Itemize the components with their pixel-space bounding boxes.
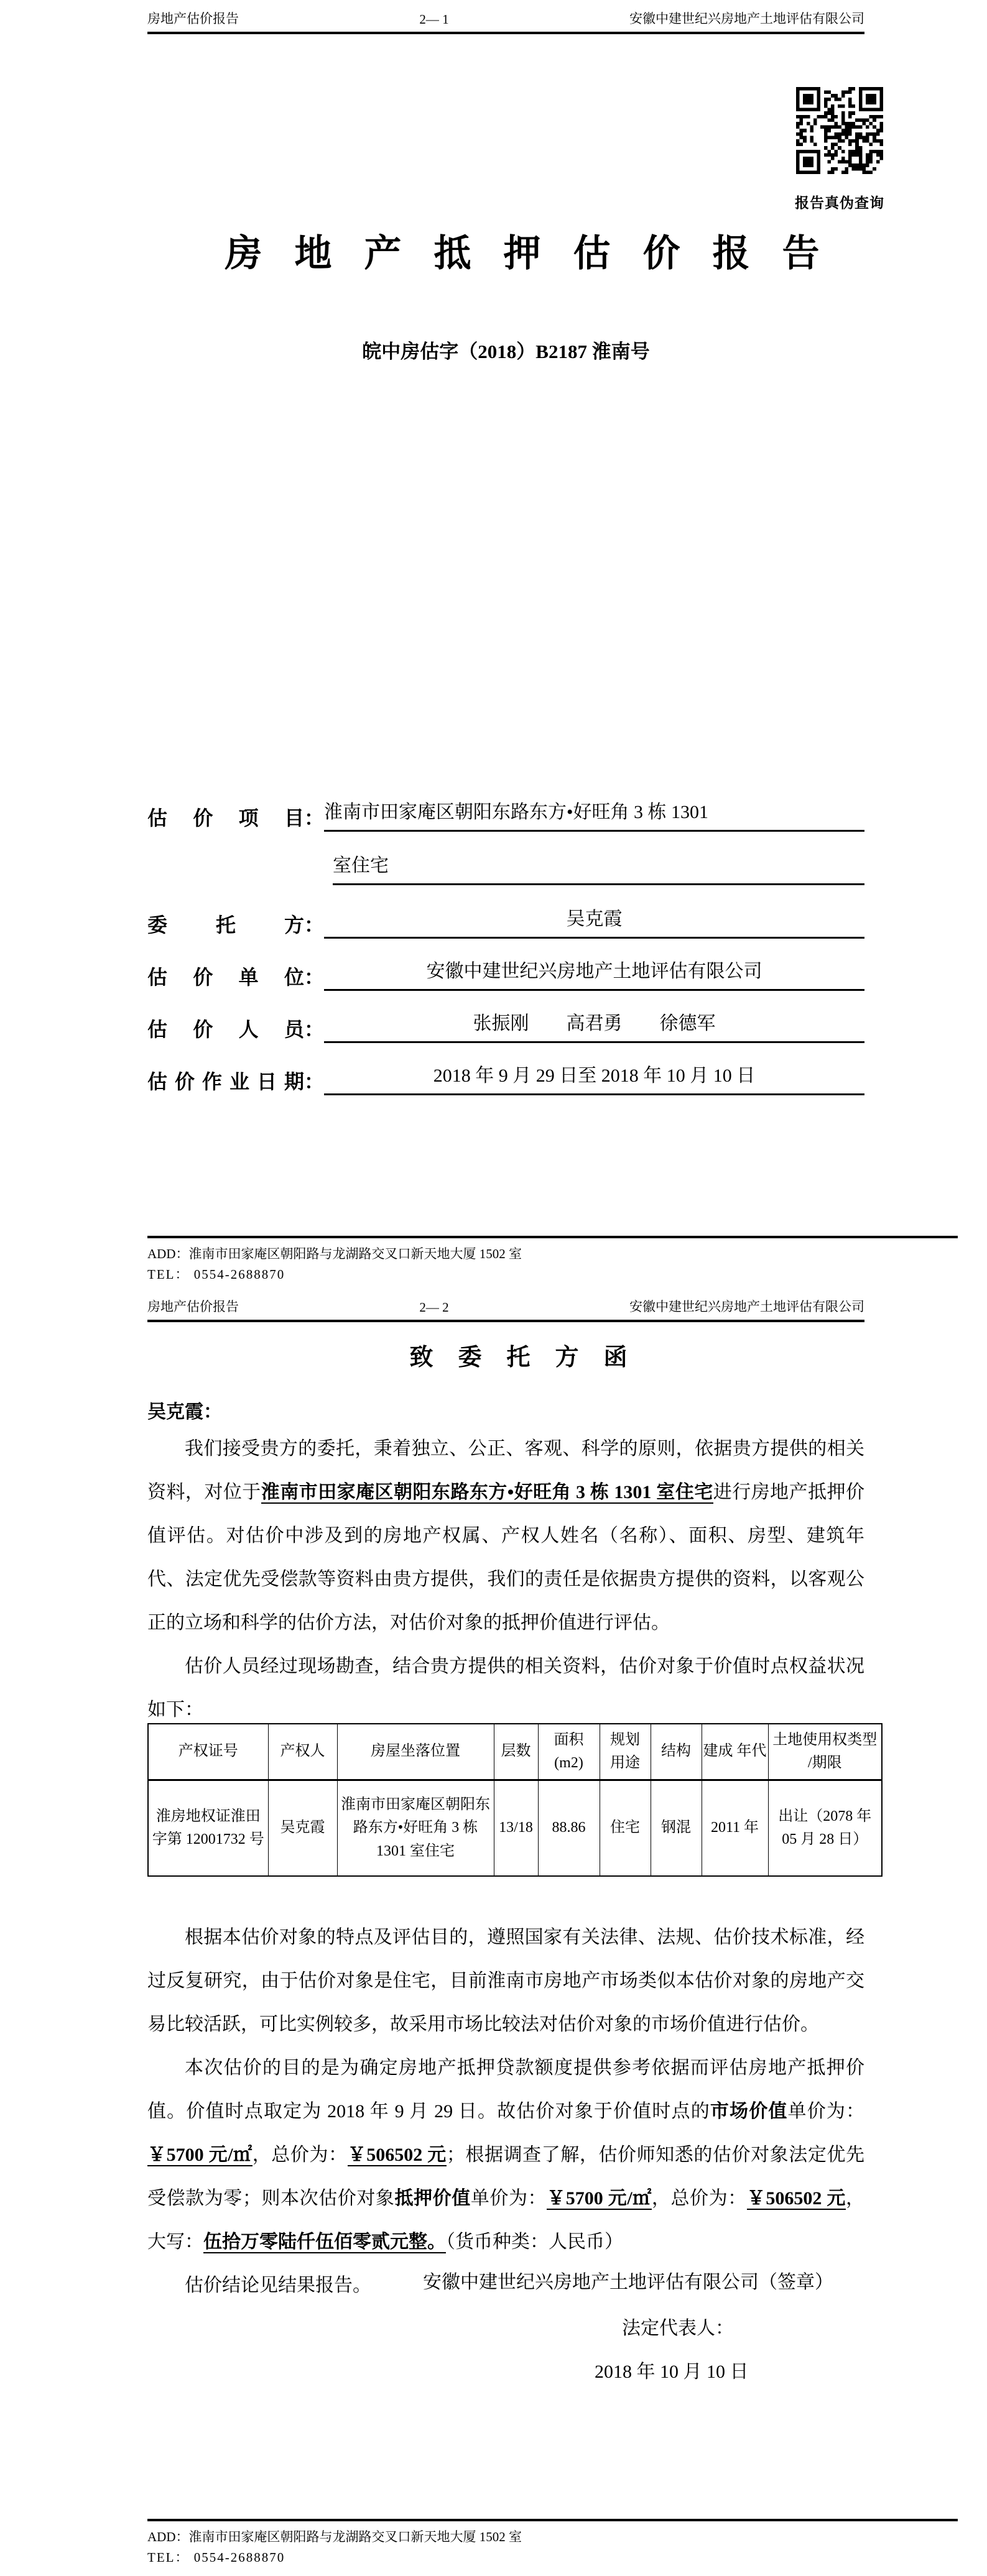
page2-header-doc-type: 房地产估价报告	[147, 1299, 239, 1314]
page1-footer	[147, 1236, 958, 1285]
footer-address: ADD：淮南市田家庵区朝阳路与龙湖路交叉口新天地大厦 1502 室	[147, 2529, 522, 2544]
page1-header-doc-type: 房地产估价报告	[147, 11, 239, 26]
report-title: 房地产抵押估价报告	[225, 233, 852, 274]
field-agency-label: 估价单位	[147, 965, 304, 988]
field-appraisers	[147, 1011, 864, 1043]
footer-address: ADD：淮南市田家庵区朝阳路与龙湖路交叉口新天地大厦 1502 室	[147, 1246, 522, 1261]
field-client-value: 吴克霞	[324, 906, 864, 939]
col-header-year: 建成 年代	[702, 1724, 768, 1780]
signature-company: 安徽中建世纪兴房地产土地评估有限公司（签章）	[423, 2272, 833, 2293]
col-header-cert-no: 产权证号	[148, 1724, 268, 1780]
page2-header-company: 安徽中建世纪兴房地产土地评估有限公司	[629, 1299, 864, 1314]
field-appraisers-value: 张振刚 高君勇 徐德军	[324, 1011, 864, 1043]
qr-code	[796, 87, 883, 174]
field-client-colon: ：	[304, 913, 325, 936]
page1-header-page-number: 2— 1	[419, 12, 449, 27]
field-project-value-line2: 室住宅	[333, 853, 864, 885]
col-header-land-right: 土地使用权类型 /期限	[768, 1724, 882, 1780]
field-project-label: 估价项目	[147, 806, 304, 829]
page2-header-page-number: 2— 2	[419, 1300, 449, 1315]
field-project-colon: ：	[304, 806, 325, 829]
paragraph-intro: 我们接受贵方的委托，秉着独立、公正、客观、科学的原则，依据贵方提供的相关资料，对位于淮南市田家庵区朝阳东路东方•好旺角 3 栋 1301 室住宅进行房地产抵押价值评估。对估价中涉及到的房地产权属、产权人姓名（名称）、面积、房型、建筑年代、法定优先受偿款等资料由贵方提供，我们的责任是依据贵方提供的资料，以客观公正的立场和科学的估价方法，对估价对象的抵押价值进行评估。	[147, 1438, 865, 1633]
field-appraisers-colon: ：	[304, 1018, 325, 1041]
cell-area: 88.86	[538, 1780, 600, 1877]
field-work-date-value: 2018 年 9 月 29 日至 2018 年 10 月 10 日	[324, 1063, 864, 1095]
property-rights-table	[147, 1723, 883, 1877]
col-header-location: 房屋坐落位置	[337, 1724, 494, 1780]
paragraph-valuation: 本次估价的目的是为确定房地产抵押贷款额度提供参考依据而评估房地产抵押价值。价值时点取定为 2018 年 9 月 29 日。故估价对象于价值时点的市场价值单价为：￥5700 元/㎡，总价为：￥506502 元；根据调查了解，估价师知悉的估价对象法定优先受偿款为零；则本次估价对象抵押价值单价为：￥5700 元/㎡，总价为：￥506502 元，大写：伍拾万零陆仟伍佰零贰元整。（货币种类：人民币）	[147, 2058, 865, 2252]
signature-legal-representative: 法定代表人：	[622, 2318, 734, 2339]
field-work-date-label: 估价作业日期	[147, 1070, 304, 1093]
col-header-use: 规划 用途	[600, 1724, 651, 1780]
field-client-label: 委托方	[147, 913, 304, 936]
field-project	[147, 799, 864, 832]
field-work-date-colon: ：	[304, 1070, 325, 1093]
field-agency	[147, 959, 864, 991]
col-header-area: 面积 (m2)	[538, 1724, 600, 1780]
letter-title: 致委托方函	[409, 1345, 652, 1371]
signature-date: 2018 年 10 月 10 日	[595, 2362, 749, 2382]
letter-salutation: 吴克霞：	[147, 1402, 222, 1422]
page1-header	[147, 9, 864, 34]
letter-body-bottom	[147, 1916, 864, 2307]
cell-floor: 13/18	[494, 1780, 538, 1877]
cell-structure: 钢混	[651, 1780, 702, 1877]
paragraph-method: 根据本估价对象的特点及评估目的，遵照国家有关法律、法规、估价技术标准，经过反复研究，由于估价对象是住宅，目前淮南市房地产市场类似本估价对象的房地产交易比较活跃，可比实例较多，故采用市场比较法对估价对象的市场价值进行估价。	[147, 1927, 864, 2035]
table-header-row	[148, 1724, 882, 1780]
field-agency-colon: ：	[304, 965, 325, 988]
paragraph-conclusion: 估价结论见结果报告。	[185, 2275, 371, 2296]
cell-use: 住宅	[600, 1780, 651, 1877]
table-data-row	[148, 1780, 882, 1877]
footer-telephone: TEL： 0554-2688870	[147, 2550, 285, 2565]
cell-owner: 吴克霞	[268, 1780, 337, 1877]
page2-header	[147, 1297, 864, 1322]
page2-footer	[147, 2519, 958, 2568]
field-project-value: 淮南市田家庵区朝阳东路东方•好旺角 3 栋 1301	[324, 799, 864, 832]
col-header-owner: 产权人	[268, 1724, 337, 1780]
field-agency-value: 安徽中建世纪兴房地产土地评估有限公司	[324, 959, 864, 991]
letter-body-top	[147, 1427, 864, 1732]
footer-telephone: TEL： 0554-2688870	[147, 1267, 285, 1282]
qr-caption: 报告真伪查询	[795, 195, 884, 211]
col-header-structure: 结构	[651, 1724, 702, 1780]
paragraph-survey: 估价人员经过现场勘查，结合贵方提供的相关资料，估价对象于价值时点权益状况如下：	[147, 1656, 864, 1720]
field-work-date	[147, 1063, 864, 1095]
cell-year: 2011 年	[702, 1780, 768, 1877]
field-appraisers-label: 估价人员	[147, 1018, 304, 1041]
report-number: 皖中房估字（2018）B2187 淮南号	[362, 341, 650, 362]
qr-code-image	[796, 87, 883, 174]
cell-cert-no: 淮房地权证淮田字第 12001732 号	[148, 1780, 268, 1877]
page1-header-company: 安徽中建世纪兴房地产土地评估有限公司	[629, 11, 864, 26]
cell-location: 淮南市田家庵区朝阳东路东方•好旺角 3 栋 1301 室住宅	[337, 1780, 494, 1877]
col-header-floor: 层数	[494, 1724, 538, 1780]
field-client	[147, 906, 864, 939]
cell-land-right: 出让（2078 年 05 月 28 日）	[768, 1780, 882, 1877]
